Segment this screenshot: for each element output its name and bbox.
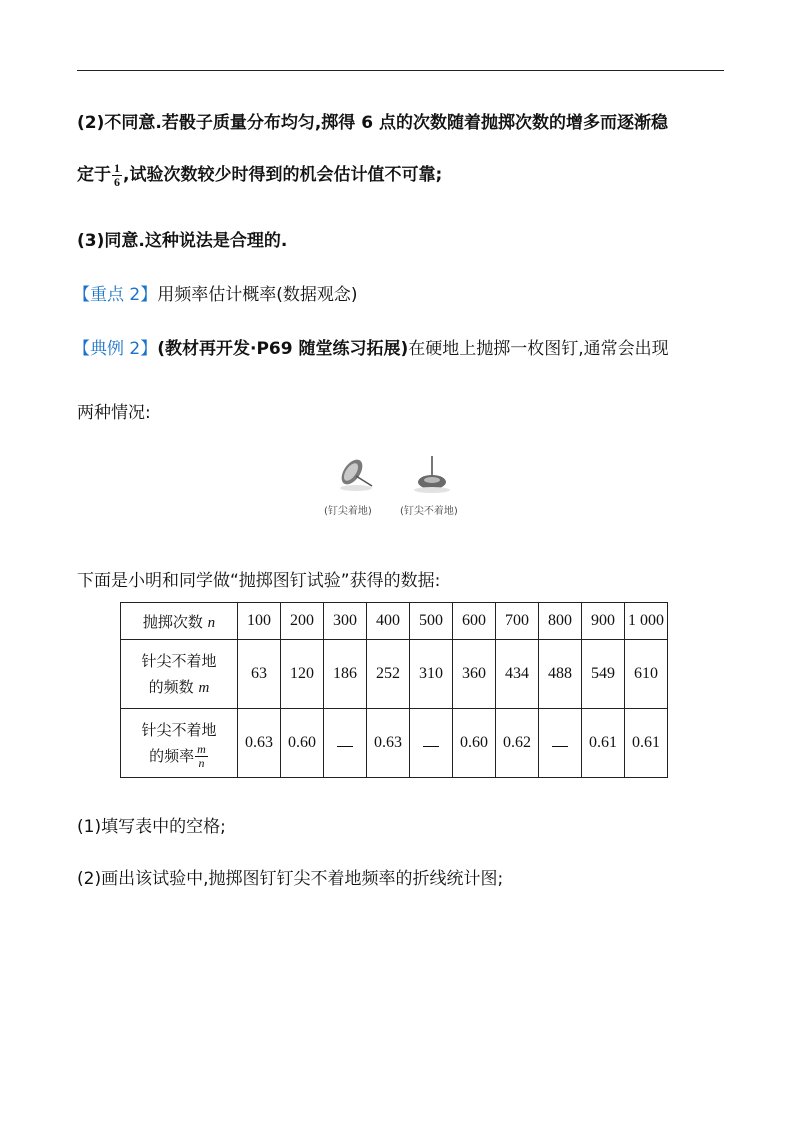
blank-line: [337, 740, 353, 747]
key-point-tag: 【重点 2】: [73, 285, 158, 305]
table-row: [121, 709, 668, 778]
fraction-denominator: 6: [114, 174, 120, 189]
table-cell: 600: [453, 603, 496, 640]
key-point-2: [73, 280, 358, 305]
caption-point-down: (钉尖着地): [324, 506, 372, 517]
table-cell: 900: [582, 603, 625, 640]
table-cell: 400: [367, 603, 410, 640]
answer-3: (3)同意.这种说法是合理的.: [77, 231, 288, 251]
table-cell: 0.63: [238, 709, 281, 778]
table-cell: 0.61: [625, 709, 668, 778]
example-text-a: 在硬地上抛掷一枚图钉,通常会出现: [408, 339, 669, 359]
row-header-frequency-rate: 针尖不着地 的频率 $\frac{m}{n}$: [121, 709, 238, 778]
example-source: (教材再开发·P69 随堂练习拓展): [157, 339, 409, 359]
question-2: (2)画出该试验中,抛掷图钉钉尖不着地频率的折线统计图;: [77, 869, 504, 889]
table-cell: 700: [496, 603, 539, 640]
table-row: [121, 640, 668, 709]
example-2-line-2: 两种情况:: [77, 403, 151, 423]
fraction-one-sixth: [112, 162, 122, 189]
fraction-m-over-n: $\frac{m}{n}$: [197, 741, 206, 770]
table-cell: 120: [281, 640, 324, 709]
blank-line: [423, 740, 439, 747]
blank-line: [552, 740, 568, 747]
table-cell: 186: [324, 640, 367, 709]
experiment-table: [120, 602, 668, 778]
answer-2-line-1: (2)不同意.若骰子质量分布均匀,掷得 6 点的次数随着抛掷次数的增多而逐渐稳: [77, 113, 668, 133]
example-2-line-1: [73, 334, 669, 359]
table-cell: 63: [238, 640, 281, 709]
fraction-numerator: 1: [114, 160, 120, 175]
thumbtack-point-up-icon: [414, 456, 450, 493]
row-header-frequency-count: 针尖不着地 的频数 m: [121, 640, 238, 709]
table-cell: 0.62: [496, 709, 539, 778]
table-cell: 800: [539, 603, 582, 640]
answer-2-line-2: [77, 160, 442, 189]
table-cell: 100: [238, 603, 281, 640]
answer-2-prefix: 定于: [77, 165, 111, 185]
table-cell: 610: [625, 640, 668, 709]
row-header-trials: 抛掷次数 n: [121, 603, 238, 640]
header-rule: [77, 70, 724, 71]
caption-point-up: (钉尖不着地): [400, 506, 458, 517]
table-cell: 252: [367, 640, 410, 709]
thumbtack-icon: [320, 450, 490, 500]
table-cell: 0.63: [367, 709, 410, 778]
question-1: (1)填写表中的空格;: [77, 817, 226, 837]
table-cell: 488: [539, 640, 582, 709]
table-cell: 434: [496, 640, 539, 709]
thumbtack-point-down-icon: [337, 456, 372, 491]
example-tag: 【典例 2】: [73, 339, 158, 359]
table-row: [121, 603, 668, 640]
table-cell: 0.61: [582, 709, 625, 778]
table-cell-blank: [539, 709, 582, 778]
table-cell: 360: [453, 640, 496, 709]
table-cell-blank: [324, 709, 367, 778]
table-intro: 下面是小明和同学做“抛掷图钉试验”获得的数据:: [77, 571, 441, 591]
thumbtack-figure: [320, 450, 490, 520]
table-cell: 0.60: [281, 709, 324, 778]
table-cell: 310: [410, 640, 453, 709]
table-cell: 0.60: [453, 709, 496, 778]
key-point-text: 用频率估计概率(数据观念): [157, 285, 358, 305]
table-cell: 549: [582, 640, 625, 709]
table-cell: 200: [281, 603, 324, 640]
table-cell-blank: [410, 709, 453, 778]
table-cell: 500: [410, 603, 453, 640]
table-cell: 300: [324, 603, 367, 640]
table-cell: 1 000: [625, 603, 668, 640]
answer-2-suffix: ,试验次数较少时得到的机会估计值不可靠;: [123, 165, 443, 185]
